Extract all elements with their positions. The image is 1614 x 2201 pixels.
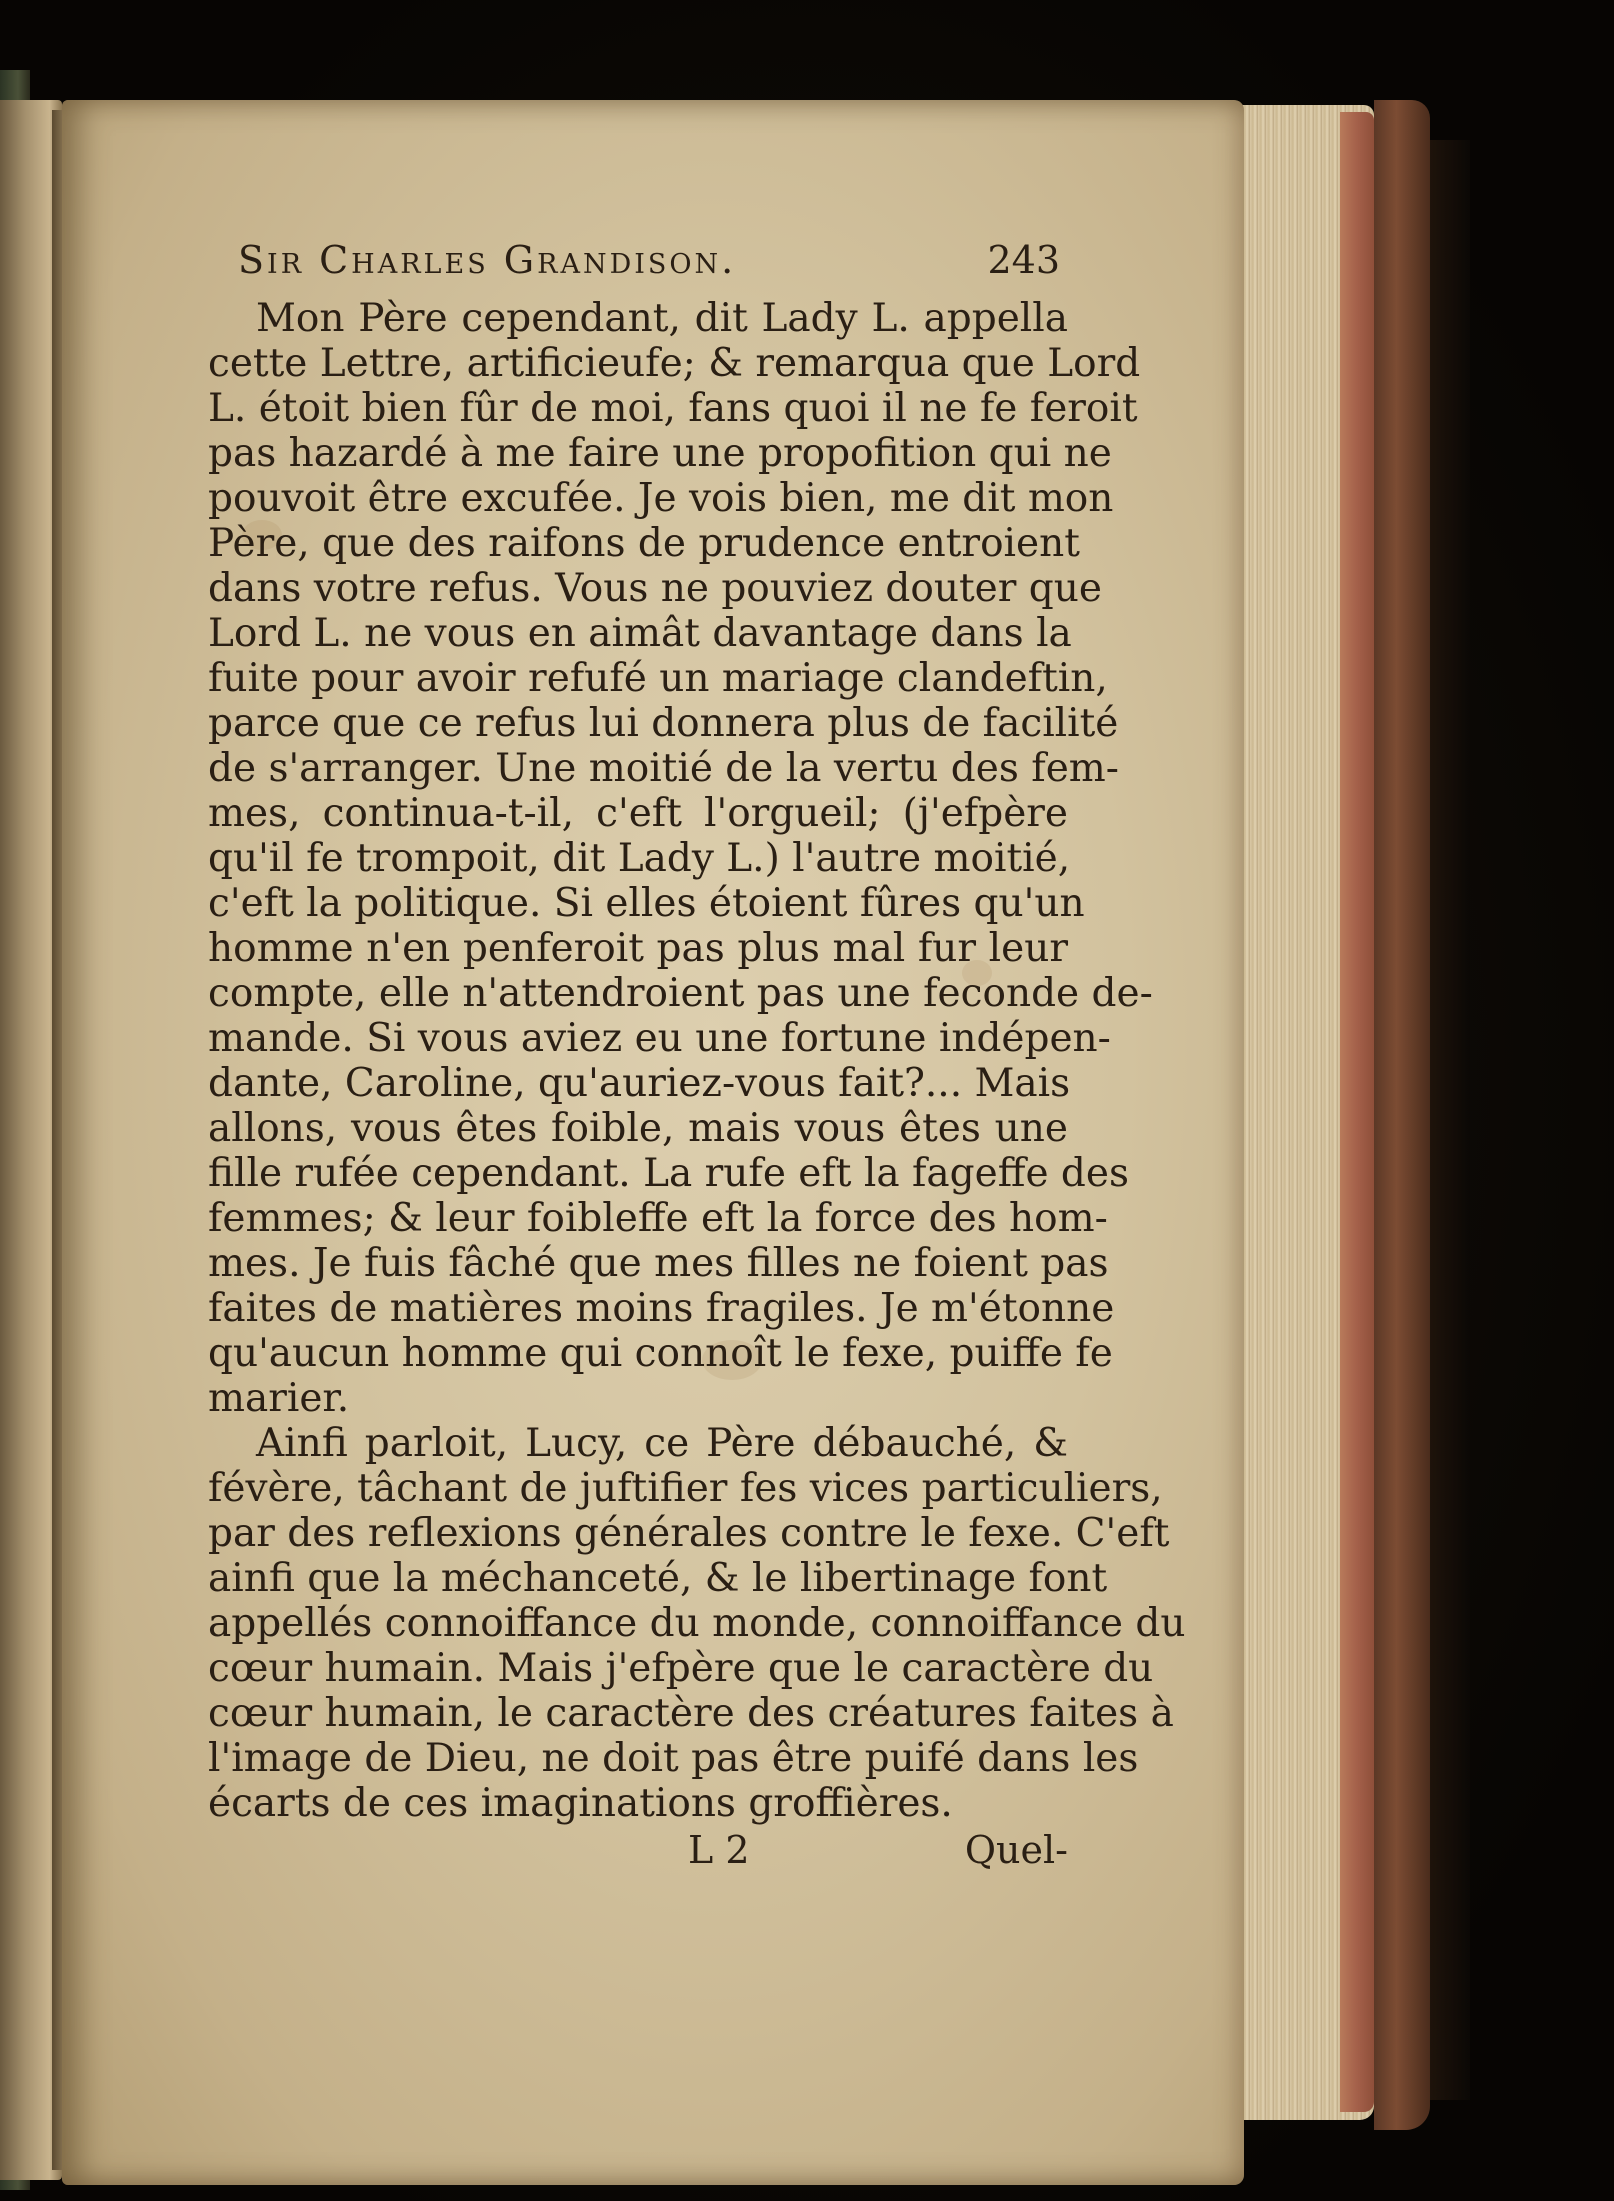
text-line: Mon Père cependant, dit Lady L. appella [256, 296, 1068, 341]
text-line: allons, vous êtes foible, mais vous êtes une [208, 1106, 1068, 1151]
catchword: Quel- [964, 1828, 1068, 1872]
text-line: Père, que des raifons de prudence entroient [208, 521, 1080, 566]
back-cover-board [1374, 100, 1430, 2130]
text-line: femmes; & leur foibleffe eft la force des hom- [208, 1196, 1108, 1241]
red-edge-stain [1340, 112, 1374, 2112]
text-line: qu'il fe trompoit, dit Lady L.) l'autre moitié, [208, 836, 1071, 881]
text-line: compte, elle n'attendroient pas une feconde de- [208, 971, 1153, 1016]
paragraph-1 [208, 296, 1153, 1421]
text-line: Lord L. ne vous en aimât davantage dans la [208, 611, 1072, 656]
text-line: L. étoit bien fûr de moi, fans quoi il ne fe feroit [208, 386, 1138, 431]
text-line: parce que ce refus lui donnera plus de facilité [208, 701, 1119, 746]
text-line: mande. Si vous aviez eu une fortune indépen- [208, 1016, 1111, 1061]
back-shadow [1430, 140, 1470, 2100]
text-line: pas hazardé à me faire une propofition qui ne [208, 431, 1112, 476]
page-number: 243 [987, 238, 1060, 282]
text-line: mes, continua-t-il, c'eft l'orgueil; (j'efpère [208, 791, 1068, 836]
text-line: appellés connoiffance du monde, connoiffance du [208, 1601, 1186, 1646]
page-footer [208, 1828, 1068, 1878]
text-line: c'eft la politique. Si elles étoient fûres qu'un [208, 881, 1085, 926]
text-line: qu'aucun homme qui connoît le fexe, puiffe fe [208, 1331, 1113, 1376]
text-line: marier. [208, 1376, 350, 1421]
text-line: fuite pour avoir refufé un mariage clandeftin, [208, 656, 1108, 701]
running-title: Sir Charles Grandison. [238, 238, 737, 282]
text-line: cette Lettre, artificieufe; & remarqua que Lord [208, 341, 1141, 386]
running-head [208, 238, 1068, 290]
signature-mark: L 2 [688, 1828, 750, 1872]
text-line: Ainfi parloit, Lucy, ce Père débauché, & [256, 1421, 1068, 1466]
text-line: févère, tâchant de juftifier fes vices particuliers, [208, 1466, 1163, 1511]
text-line: pouvoit être excufée. Je vois bien, me dit mon [208, 476, 1114, 521]
text-line: l'image de Dieu, ne doit pas être puifé dans les [208, 1736, 1139, 1781]
text-line: dans votre refus. Vous ne pouviez douter que [208, 566, 1102, 611]
text-line: cœur humain, le caractère des créatures faites à [208, 1691, 1174, 1736]
text-line: faites de matières moins fragiles. Je m'étonne [208, 1286, 1115, 1331]
text-line: fille rufée cependant. La rufe eft la fageffe des [208, 1151, 1129, 1196]
text-line: cœur humain. Mais j'efpère que le caractère du [208, 1646, 1154, 1691]
text-line: mes. Je fuis fâché que mes filles ne foient pas [208, 1241, 1109, 1286]
text-line: de s'arranger. Une moitié de la vertu des fem- [208, 746, 1119, 791]
text-line: homme n'en penferoit pas plus mal fur leur [208, 926, 1068, 971]
text-line: ainfi que la méchanceté, & le libertinage font [208, 1556, 1108, 1601]
text-line: par des reflexions générales contre le fexe. C'eft [208, 1511, 1170, 1556]
text-line: dante, Caroline, qu'auriez-vous fait?... Mais [208, 1061, 1071, 1106]
page-text [208, 238, 1186, 1878]
text-line: écarts de ces imaginations groffières. [208, 1781, 953, 1826]
paragraph-2 [208, 1421, 1186, 1826]
